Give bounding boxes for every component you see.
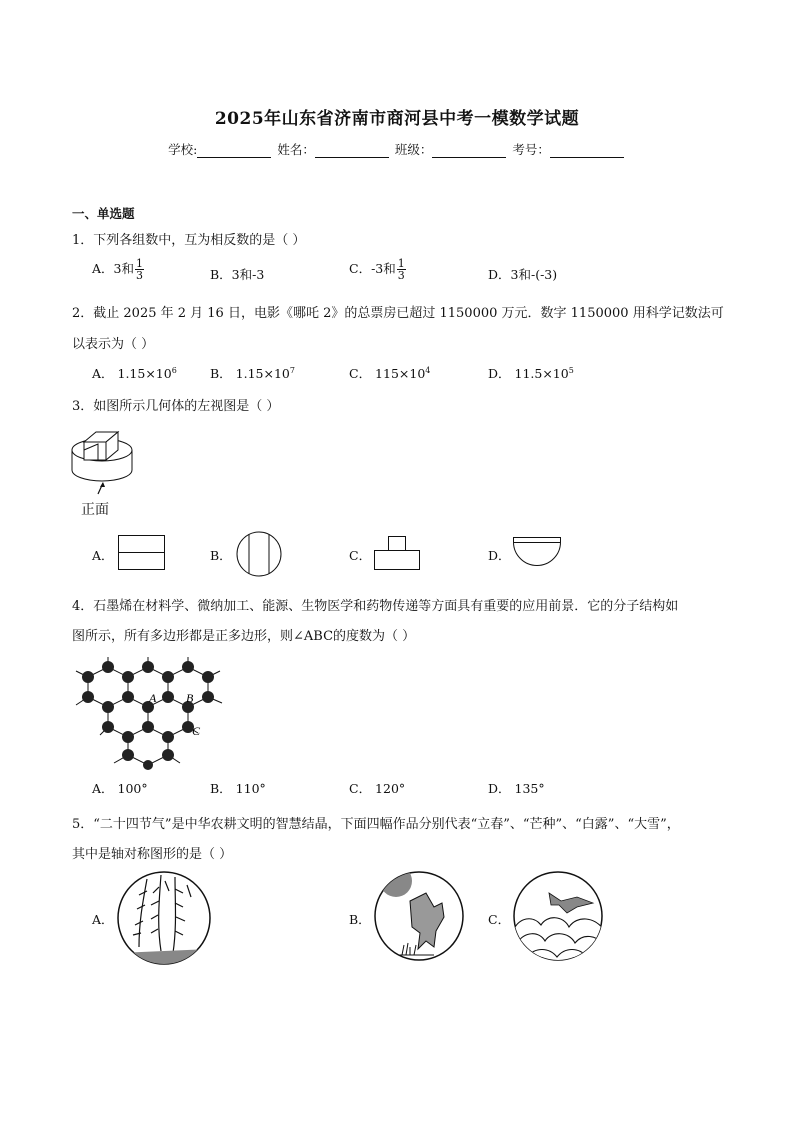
q2-option-d[interactable] (488, 364, 574, 382)
q1-option-a[interactable] (92, 258, 144, 281)
exponent: 5 (568, 365, 574, 375)
exam-number-blank[interactable] (550, 145, 624, 158)
page-title: 2025年山东省济南市商河县中考一模数学试题 (214, 109, 580, 129)
question-5-stem-line1: 5．“二十四节气”是中华农耕文明的智慧结晶，下面四幅作品分别代表“立春”、“芒种”、“白露”、“大雪”， (72, 817, 680, 832)
q2-option-b[interactable] (210, 364, 295, 382)
fraction (397, 258, 406, 281)
question-2-stem-line1: 2．截止 2025 年 2 月 16 日，电影《哪吒 2》的总票房已超过 1150000 万元．数字 1150000 用科学记数法可 (72, 306, 724, 321)
q4-option-b[interactable]: B． 110° (210, 781, 266, 796)
point-b-label: B (186, 691, 194, 705)
q5-option-a[interactable]: A． (92, 912, 114, 927)
exponent: 7 (289, 365, 295, 375)
denominator: 3 (135, 269, 143, 282)
q2-option-c-base: C． 115×10 (349, 366, 426, 381)
q3-option-b-figure (236, 531, 286, 579)
q3-option-a[interactable]: A． (92, 548, 114, 563)
front-label: 正面 (81, 502, 109, 518)
denominator: 3 (397, 269, 405, 282)
q5-option-c[interactable]: C． (488, 912, 511, 927)
exponent: 4 (425, 365, 431, 375)
numerator: 1 (135, 257, 143, 270)
q5-option-b-figure (374, 871, 470, 967)
school-blank[interactable] (197, 145, 271, 158)
question-5-stem-line2: 其中是轴对称图形的是（ ） (72, 847, 233, 862)
exponent: 6 (171, 365, 177, 375)
question-1-stem: 1．下列各组数中，互为相反数的是（ ） (72, 233, 306, 248)
name-label: 姓名： (277, 142, 315, 157)
class-label: 班级： (394, 142, 433, 157)
question-4-stem-line1: 4．石墨烯在材料学、微纳加工、能源、生物医学和药物传递等方面具有重要的应用前景．它的分子结构如 (72, 599, 679, 614)
numerator: 1 (397, 257, 405, 270)
question-3-stem: 3．如图所示几何体的左视图是（ ） (72, 399, 280, 414)
fraction (135, 258, 144, 281)
q1-option-b[interactable]: B．3和-3 (210, 267, 265, 282)
section-heading: 一、单选题 (72, 206, 135, 221)
q1-option-c[interactable] (349, 258, 406, 281)
q4-option-a[interactable]: A． 100° (92, 781, 148, 796)
class-blank[interactable] (432, 145, 506, 158)
q1-option-a-text: A．3和 (92, 261, 134, 276)
point-a-label: A (149, 691, 157, 705)
school-label: 学校: (168, 142, 198, 157)
student-info-line (0, 140, 794, 158)
question-2-stem-line2: 以表示为（ ） (72, 337, 155, 352)
q1-option-d[interactable]: D．3和-(-3) (488, 267, 558, 282)
q3-option-d[interactable]: D． (488, 548, 511, 563)
q5-option-c-figure (513, 871, 609, 967)
q3-option-a-figure (118, 535, 168, 575)
point-c-label: C (192, 724, 201, 738)
q3-option-b[interactable]: B． (210, 548, 232, 563)
q2-option-d-base: D． 11.5×10 (488, 366, 569, 381)
q5-option-a-figure (117, 871, 213, 967)
q3-solid-figure (70, 420, 140, 500)
q3-option-d-figure (513, 537, 565, 567)
name-blank[interactable] (315, 145, 389, 158)
exam-number-label: 考号： (512, 142, 550, 157)
q4-option-c[interactable]: C． 120° (349, 781, 406, 796)
q1-option-c-text: C．-3和 (349, 261, 396, 276)
q2-option-b-base: B． 1.15×10 (210, 366, 290, 381)
q4-option-d[interactable]: D． 135° (488, 781, 545, 796)
q2-option-a-base: A． 1.15×10 (92, 366, 172, 381)
question-4-stem-line2: 图所示，所有多边形都是正多边形，则∠ABC的度数为（ ） (72, 629, 416, 644)
q5-option-b[interactable]: B． (349, 912, 371, 927)
graphene-figure (72, 655, 232, 770)
q3-option-c[interactable]: C． (349, 548, 372, 563)
q2-option-a[interactable] (92, 364, 177, 382)
q2-option-c[interactable] (349, 364, 430, 382)
q3-option-c-figure (374, 536, 424, 572)
